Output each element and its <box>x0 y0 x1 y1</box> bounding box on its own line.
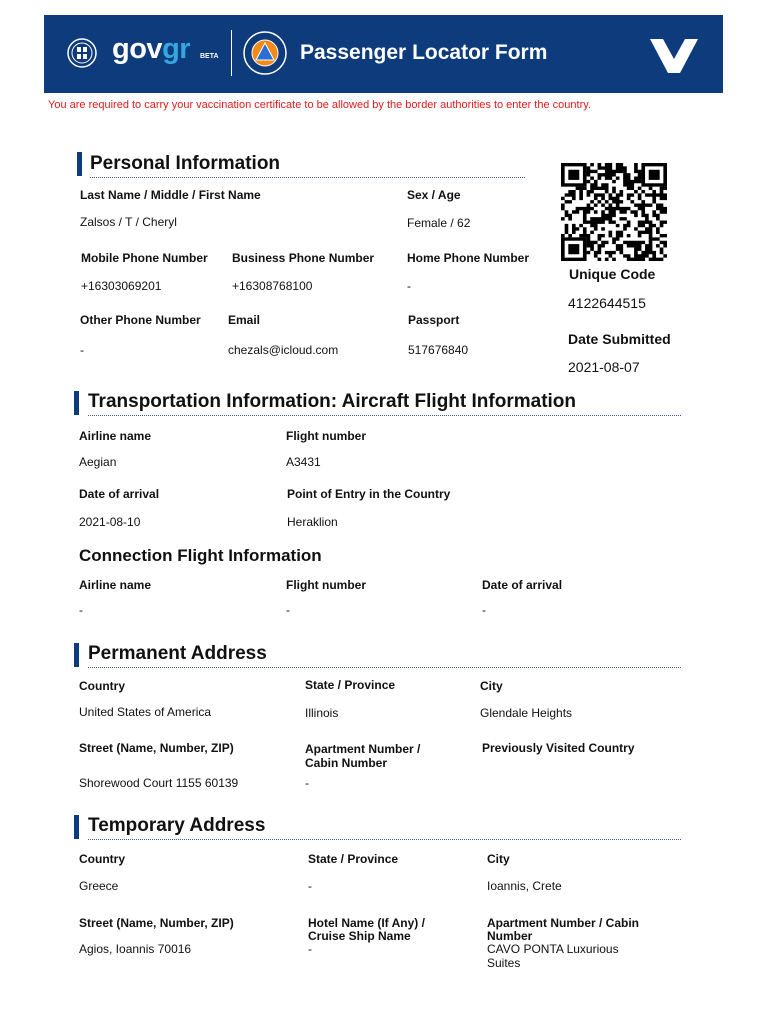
temp-street-label: Street (Name, Number, ZIP) <box>79 916 234 930</box>
unique-code-label: Unique Code <box>569 266 656 282</box>
section-divider <box>88 839 681 840</box>
header-banner <box>44 15 723 93</box>
passport-value: 517676840 <box>408 343 469 357</box>
section-marker <box>77 152 82 176</box>
home-phone-value: - <box>407 279 411 293</box>
temp-country-label: Country <box>79 852 125 866</box>
business-phone-label: Business Phone Number <box>232 251 375 265</box>
home-phone-label: Home Phone Number <box>407 251 530 265</box>
transport-section-title: Transportation Information: Aircraft Flight Information <box>88 391 577 412</box>
permanent-address-title: Permanent Address <box>88 643 267 664</box>
temp-apartment-value-line1: CAVO PONTA Luxurious <box>487 942 619 956</box>
sex-age-label: Sex / Age <box>407 188 461 202</box>
perm-apartment-label-line1: Apartment Number / <box>305 742 421 756</box>
entry-point-value: Heraklion <box>287 515 338 529</box>
perm-apartment-value: - <box>305 776 309 790</box>
perm-country-label: Country <box>79 679 125 693</box>
hotel-name-label-line1: Hotel Name (If Any) / <box>308 916 425 930</box>
email-label: Email <box>228 313 261 327</box>
mobile-phone-label: Mobile Phone Number <box>81 251 208 265</box>
flight-number-value: A3431 <box>286 455 321 469</box>
section-marker <box>74 391 79 415</box>
perm-street-label: Street (Name, Number, ZIP) <box>79 741 234 755</box>
temporary-address-title: Temporary Address <box>88 815 266 836</box>
hotel-name-label-line2: Cruise Ship Name <box>308 929 411 943</box>
perm-street-value: Shorewood Court 1155 60139 <box>79 776 239 790</box>
name-label: Last Name / Middle / First Name <box>80 188 261 202</box>
connection-flight-title: Connection Flight Information <box>79 546 322 565</box>
check-v-icon <box>650 37 698 75</box>
sex-age-value: Female / 62 <box>407 216 471 230</box>
section-divider <box>88 415 681 416</box>
greek-emblem-icon <box>66 37 98 69</box>
civil-protection-emblem-icon <box>242 30 288 76</box>
page-title: Passenger Locator Form <box>300 41 548 64</box>
section-marker <box>74 643 79 667</box>
temp-apartment-value-line2: Suites <box>487 956 521 970</box>
perm-apartment-label-line2: Cabin Number <box>305 756 388 770</box>
temp-street-value: Agios, Ioannis 70016 <box>79 942 192 956</box>
email-value: chezals@icloud.com <box>228 343 339 357</box>
section-marker <box>74 815 79 839</box>
other-phone-label: Other Phone Number <box>80 313 201 327</box>
business-phone-value: +16308768100 <box>232 279 313 293</box>
temp-state-value: - <box>308 879 312 893</box>
mobile-phone-value: +16303069201 <box>81 279 162 293</box>
unique-code-value: 4122644515 <box>568 295 646 311</box>
visited-country-label: Previously Visited Country <box>482 741 635 755</box>
perm-country-value: United States of America <box>79 705 212 719</box>
date-submitted-value: 2021-08-07 <box>568 359 640 375</box>
personal-section-title: Personal Information <box>90 153 281 174</box>
entry-point-label: Point of Entry in the Country <box>287 487 451 501</box>
date-submitted-label: Date Submitted <box>568 331 671 347</box>
arrival-date-value: 2021-08-10 <box>79 515 141 529</box>
temp-city-label: City <box>487 852 510 866</box>
airline-value: Aegian <box>79 455 117 469</box>
header-divider <box>231 30 232 76</box>
perm-state-label: State / Province <box>305 678 396 692</box>
perm-city-value: Glendale Heights <box>480 706 573 720</box>
connection-arrival-label: Date of arrival <box>482 578 563 592</box>
govgr-logo: govgr <box>112 33 191 65</box>
perm-city-label: City <box>480 679 503 693</box>
flight-number-label: Flight number <box>286 429 366 443</box>
qr-code-icon <box>561 163 667 261</box>
beta-label: BETA <box>200 53 219 60</box>
temp-apartment-label-line2: Number <box>487 929 533 943</box>
temp-country-value: Greece <box>79 879 119 893</box>
connection-flight-label: Flight number <box>286 578 366 592</box>
temp-city-value: Ioannis, Crete <box>487 879 562 893</box>
temp-apartment-label-line1: Apartment Number / Cabin <box>487 916 640 930</box>
connection-flight-value: - <box>286 603 290 617</box>
connection-arrival-value: - <box>482 603 486 617</box>
arrival-date-label: Date of arrival <box>79 487 160 501</box>
other-phone-value: - <box>80 343 84 357</box>
temp-state-label: State / Province <box>308 852 399 866</box>
airline-label: Airline name <box>79 429 152 443</box>
vaccination-notice: You are required to carry your vaccination certificate to be allowed by the border authorities to enter the country. <box>48 99 591 111</box>
hotel-name-value: - <box>308 942 312 956</box>
passport-label: Passport <box>408 313 460 327</box>
perm-state-value: Illinois <box>305 706 339 720</box>
connection-airline-label: Airline name <box>79 578 152 592</box>
name-value: Zalsos / T / Cheryl <box>80 215 177 229</box>
section-divider <box>88 667 681 668</box>
connection-airline-value: - <box>79 603 83 617</box>
section-divider <box>90 177 525 178</box>
